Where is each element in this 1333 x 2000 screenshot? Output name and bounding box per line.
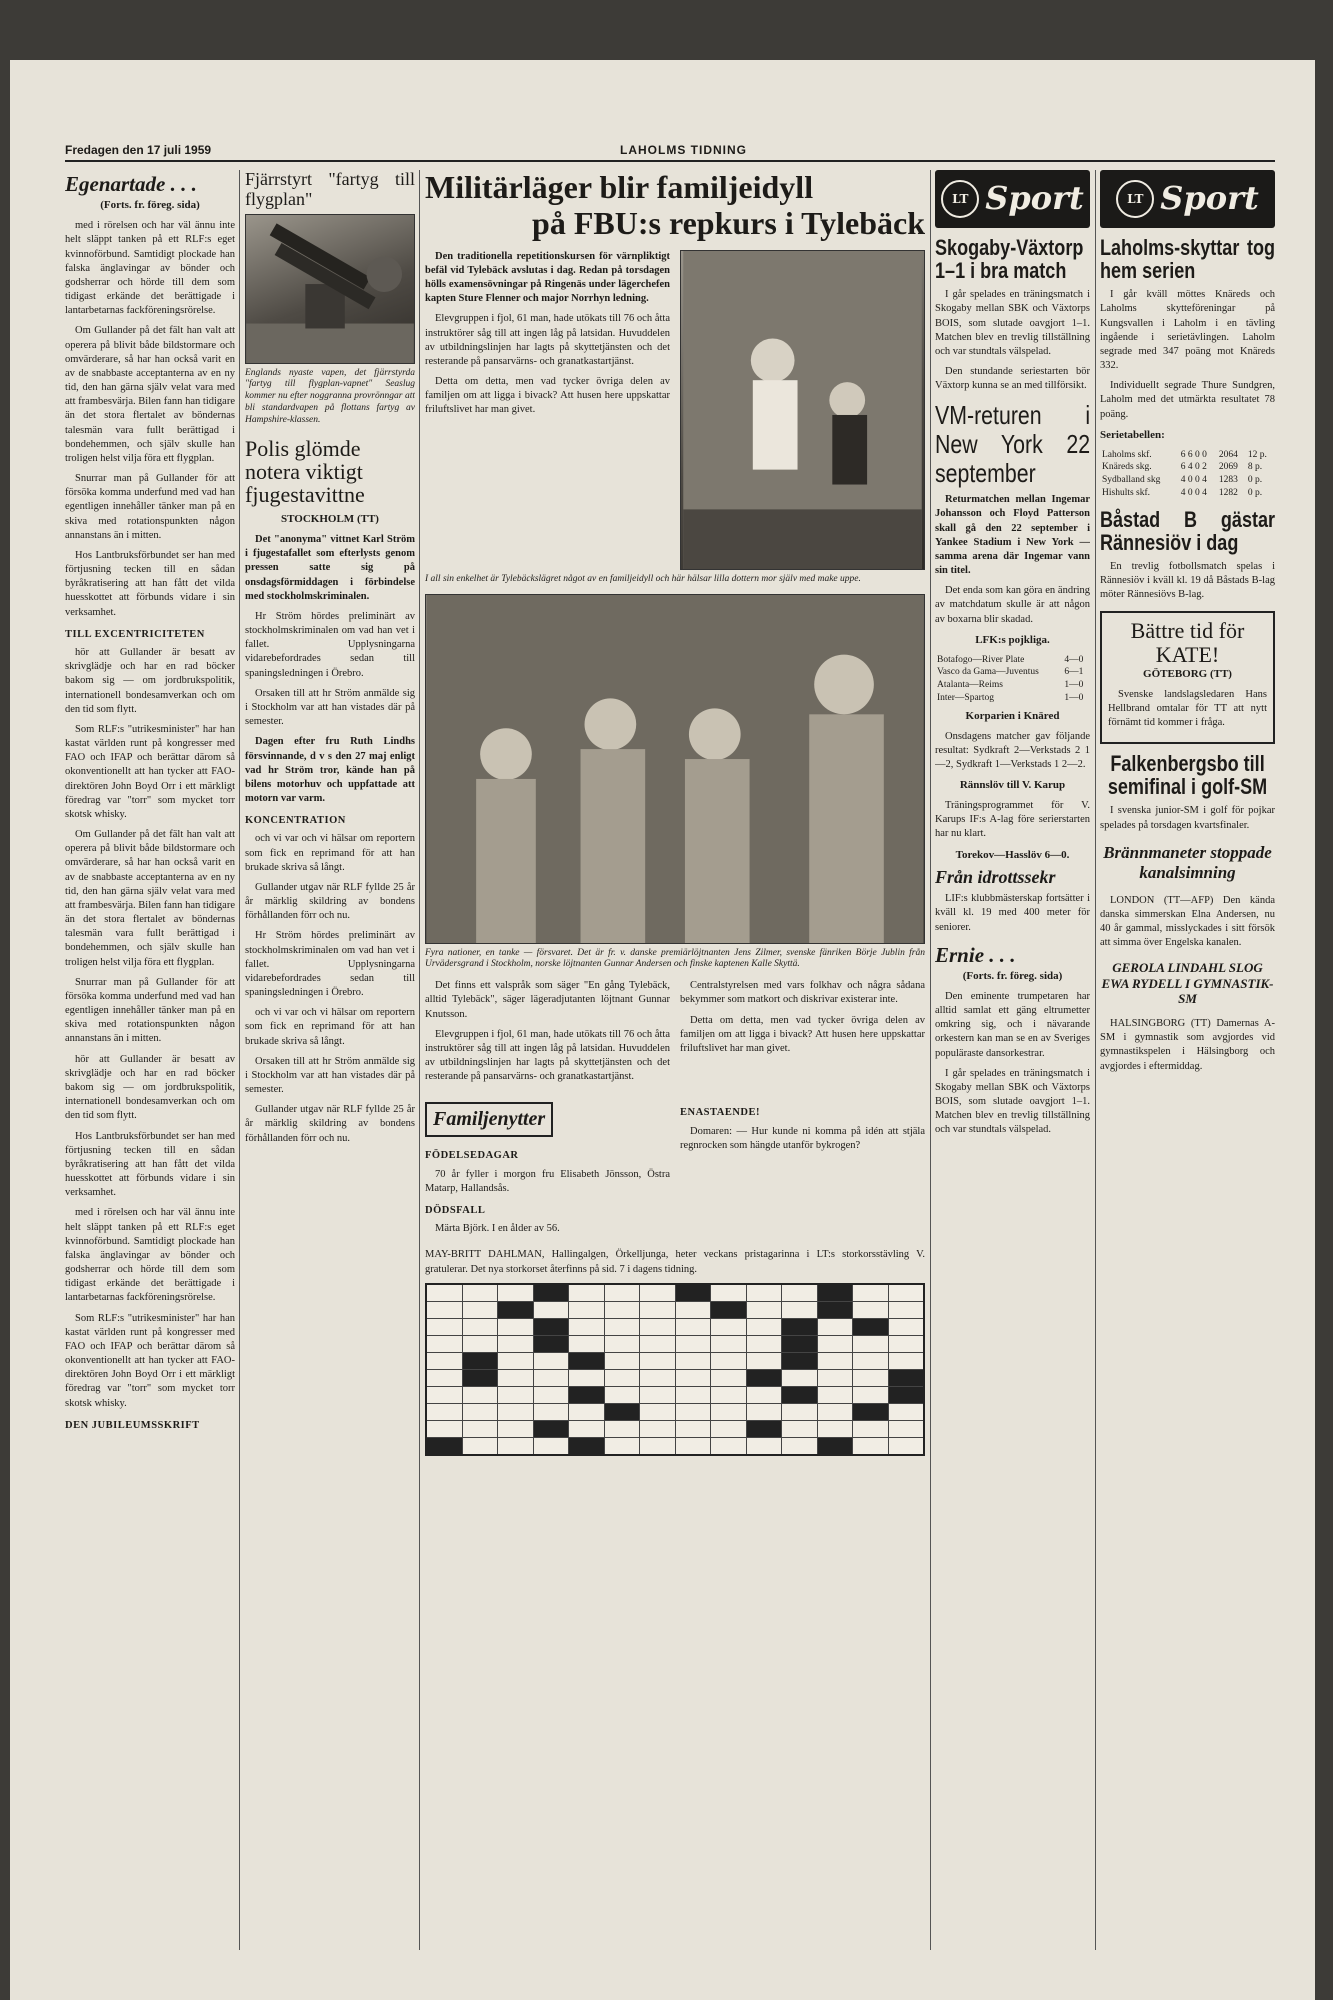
- record: 4 0 0 4: [1180, 475, 1207, 486]
- sport-logo: [1100, 170, 1275, 228]
- crossword-cell: [747, 1370, 782, 1386]
- crossword-cell: [747, 1285, 782, 1301]
- table-row: [935, 654, 1090, 667]
- paragraph: Snurrar man på Gullander för att försöka komma underfund med vad han egentligen innehåller tänker man på en skiva med rotationspunkten någon annanstans än i mitten.: [65, 976, 235, 1045]
- paragraph: Gullander utgav när RLF fyllde 25 år år märklig skildring av bondens förhållanden förr och nu.: [245, 1104, 415, 1144]
- crossword-cell: [782, 1285, 817, 1301]
- crossword-cell: [534, 1336, 569, 1352]
- crossword-cell: [498, 1370, 533, 1386]
- crossword-cell: [569, 1336, 604, 1352]
- headline-falkenbergsbo: Falkenbergsbo till semifinal i golf-SM: [1107, 751, 1268, 800]
- main-headline-line2: på FBU:s repkurs i Tylebäck: [532, 204, 925, 241]
- crossword-cell: [463, 1319, 498, 1335]
- paragraph: Hos Lantbruksförbundet ser han med förtjusning tecken till en sådan byråkratisering att han fått det vilda huesskottet att förbunds vidare i sin verksamhet.: [65, 1130, 235, 1199]
- crossword-cell: [463, 1438, 498, 1454]
- crossword-cell: [889, 1370, 924, 1386]
- lt-badge-icon: LT: [941, 180, 979, 218]
- headline-ernie: Ernie . . .: [935, 942, 1016, 967]
- crossword-cell: [818, 1404, 853, 1420]
- paragraph: Gullander utgav när RLF fyllde 25 år år märklig skildring av bondens förhållanden förr och nu.: [245, 881, 415, 922]
- score: 1—0: [1064, 680, 1084, 691]
- crossword-cell: [711, 1421, 746, 1437]
- crossword-cell: [676, 1302, 711, 1318]
- crossword-cell: [747, 1353, 782, 1369]
- record: 6 4 0 2: [1180, 462, 1207, 473]
- crossword-cell: [498, 1387, 533, 1403]
- main-headline: [425, 170, 925, 242]
- headline-gerola: GEROLA LINDAHL SLOG EWA RYDELL I GYMNASTIK-SM: [1101, 960, 1274, 1007]
- crossword-cell: [711, 1370, 746, 1386]
- paragraph: 70 år fyller i morgon fru Elisabeth Jönsson, Östra Matarp, Hallandsås.: [425, 1168, 670, 1194]
- crossword-cell: [676, 1438, 711, 1454]
- crossword-cell: [498, 1438, 533, 1454]
- lede: Returmatchen mellan Ingemar Johansson och Floyd Patterson skall gå den 22 september i Yankee Stadium i New York — samma arena där Ingemar vann sin titel.: [935, 494, 1090, 577]
- crossword-cell: [889, 1302, 924, 1318]
- family-camp-photo: [680, 250, 925, 570]
- crossword-cell: [889, 1404, 924, 1420]
- points-total: 2069: [1218, 462, 1238, 473]
- record: 4 0 0 4: [1180, 488, 1207, 499]
- crossword-cell: [711, 1302, 746, 1318]
- crossword-cell: [853, 1438, 888, 1454]
- crossword-cell: [605, 1438, 640, 1454]
- sport-logo-text: Sport: [1160, 179, 1259, 218]
- column-rule: [419, 170, 420, 1950]
- subheading: LFK:s pojkliga.: [975, 633, 1050, 646]
- team: Hishults skf.: [1102, 488, 1151, 499]
- paragraph: Individuellt segrade Thure Sundgren, Laholm med det utmärkta resultatet 78 poäng.: [1100, 380, 1275, 420]
- crossword-cell: [853, 1336, 888, 1352]
- lower-col: [425, 979, 670, 1090]
- results-table: [935, 654, 1090, 705]
- crossword-cell: [534, 1285, 569, 1301]
- crossword-cell: [427, 1438, 462, 1454]
- crossword-cell: [818, 1319, 853, 1335]
- crossword-cell: [427, 1285, 462, 1301]
- crossword-cell: [818, 1336, 853, 1352]
- familj-section: [425, 1098, 925, 1242]
- lower-col: [680, 979, 925, 1090]
- crossword-cell: [782, 1404, 817, 1420]
- crossword-cell: [463, 1421, 498, 1437]
- points-total: 1283: [1218, 475, 1238, 486]
- crossword-cell: [569, 1421, 604, 1437]
- paragraph: HALSINGBORG (TT) Damernas A-SM i gymnastik som avgjordes vid gymnastikspelen i Hälsingborg och avgjordes i eftermiddag.: [1100, 1018, 1275, 1072]
- crossword-cell: [711, 1404, 746, 1420]
- crossword-cell: [853, 1285, 888, 1301]
- crossword-cell: [782, 1319, 817, 1335]
- crossword-cell: [463, 1336, 498, 1352]
- paragraph: Detta om detta, men vad tycker övriga delen av familjen om att ligga i bivack? Att husen here uppskattar friluftslivet har man givet.: [425, 376, 670, 416]
- paragraph: Domaren: — Hur kunde ni komma på idén att stjäla regnrocken som hängde utanför bykrogen?: [680, 1125, 925, 1151]
- crossword-cell: [534, 1421, 569, 1437]
- article-continued: (Forts. fr. föreg. sida): [100, 199, 200, 212]
- subheading: ENASTAENDE!: [680, 1107, 760, 1119]
- table-row: [935, 666, 1090, 679]
- headline-vm-returen: VM-returen i New York 22 september: [935, 400, 1090, 488]
- familjenytt-logo: Familjenytter: [425, 1102, 553, 1137]
- crossword-cell: [569, 1387, 604, 1403]
- paragraph: Om Gullander på det fält han valt att operera på blivit både bildstormare och omvärderare, så har han också varit en av de snabbaste acceptanterna av en ny tid, den han gärna själv velat vara med att frambesvärja. Bilen fann han tidigare än det stora flertalet av böndernas talesmän vara fullt berättigad i bondehemmen, och själv skulle han troligen helst vilja föra ett flygplan.: [65, 325, 235, 464]
- crossword-cell: [569, 1302, 604, 1318]
- main-headline-line1: Militärläger blir familjeidyll: [425, 170, 814, 205]
- points: 0 p.: [1247, 488, 1263, 499]
- crossword-cell: [711, 1336, 746, 1352]
- lede: Dagen efter fru Ruth Lindhs försvinnande, d v s den 27 maj enligt vad hr Ström tror, kände han på bilens motorhuv och uppfattade att motorn var varm.: [245, 736, 415, 805]
- photo-caption: I all sin enkelhet är Tylebäckslägret något av en familjeidyll och här hälsar lilla dottern mor själv med make uppe.: [425, 573, 861, 584]
- points-total: 1282: [1218, 488, 1238, 499]
- crossword-cell: [427, 1319, 462, 1335]
- team: Sydballand skg: [1102, 475, 1161, 486]
- paragraph: I går kväll möttes Knäreds och Laholms skytteföreningar på Kungsvallen i Laholm i en tävling ingående i serietävlingen. Laholm segrade med 347 poäng mot Knäreds 332.: [1100, 289, 1275, 372]
- tylebeck-text: [425, 250, 670, 570]
- record: 6 6 0 0: [1180, 449, 1207, 460]
- crossword-cell: [818, 1370, 853, 1386]
- headline-fjarrstyrt: Fjärrstyrt "fartyg till flygplan": [245, 170, 415, 209]
- crossword-cell: [676, 1404, 711, 1420]
- lede: Det "anonyma" vittnet Karl Ström i fjugestafallet som efterlysts genom pressen satte sig på onsdagsförmiddagen i förbindelse med stockholmskriminalen.: [245, 534, 415, 602]
- crossword-cell: [534, 1353, 569, 1369]
- soldiers-icon: [426, 595, 924, 943]
- crossword-cell: [427, 1302, 462, 1318]
- headline-bastad: Båstad B gästar Rännesiöv i dag: [1100, 506, 1275, 555]
- crossword-cell: [676, 1319, 711, 1335]
- crossword-cell: [676, 1370, 711, 1386]
- crossword-cell: [605, 1336, 640, 1352]
- crossword-cell: [676, 1353, 711, 1369]
- crossword-cell: [889, 1285, 924, 1301]
- paragraph: I går spelades en träningsmatch i Skogaby mellan SBK och Växtorps BOIS, som slutade oavgjort 1–1. Matchen blev en trevlig tillställning och var stundtals välspelad.: [935, 289, 1090, 357]
- column-sport-left: [935, 170, 1090, 1970]
- points: 0 p.: [1247, 475, 1263, 486]
- match: Inter—Spartog: [937, 693, 994, 703]
- dateline: STOCKHOLM (TT): [281, 513, 379, 526]
- paragraph: Hr Ström hördes preliminärt av stockholmskriminalen om vad han vet i fallet. Upplysningarna vidarebefordrades sedan till spaningsledningen i Örebro.: [245, 610, 415, 679]
- crossword-cell: [427, 1336, 462, 1352]
- subheading: Serietabellen:: [1100, 428, 1165, 441]
- paragraph: Träningsprogrammet för V. Karups IF:s A-lag före serierstarten har nu klart.: [935, 800, 1090, 840]
- newspaper-page: [10, 60, 1315, 2000]
- headline-laholms: Laholms-skyttar tog hem serien: [1100, 235, 1275, 284]
- paragraph: Om Gullander på det fält han valt att operera på blivit både bildstormare och omvärderare, så har han också varit en av de snabbaste acceptanterna av en ny tid, den han gärna själv velat vara med att frambesvärja. Bilen fann han tidigare än det stora flertalet av böndernas talesmän vara fullt berättigad i bondehemmen, och själv skulle han troligen helst vilja föra ett flygplan.: [65, 829, 235, 968]
- crossword-cell: [711, 1285, 746, 1301]
- paragraph: Som RLF:s "utrikesminister" har han kastat världen runt på kongresser med FAO och IFAP och berättar därom så okonventionellt att han tycker att FAO-direktören John Boyd Orr i ett märkligt föredrag var "torr" som mycket torr skotsk whisky.: [65, 723, 235, 820]
- footer-subheading: DEN JUBILEUMSSKRIFT: [65, 1419, 200, 1431]
- crossword-cell: [569, 1438, 604, 1454]
- paragraph: Elevgruppen i fjol, 61 man, hade utökats till 76 och åtta instruktörer såg till att ingen låg på latsidan. Huvuddelen av utbildningslinjen har lagts på skyttetjänsten och det resterande på pansarvärns- och granatkastartjänst.: [425, 313, 670, 367]
- crossword-cell: [534, 1302, 569, 1318]
- table-row: [1100, 487, 1275, 500]
- photo-caption: Englands nyaste vapen, det fjärrstyrda "fartyg till flygplan-vapnet" Seaslug kommer nu efter noggranna provrönngar att bli standardvapen på flottans fartyg av Hampshire-klassen.: [245, 367, 415, 426]
- paragraph: Onsdagens matcher gav följande resultat: Sydkraft 2—Verkstads 2 1—2, Sydkraft 1—Verkstads 1 2—2.: [935, 730, 1090, 770]
- crossword-cell: [427, 1370, 462, 1386]
- lower-tylebeck: [425, 979, 925, 1090]
- crossword-cell: [640, 1370, 675, 1386]
- crossword-cell: [747, 1404, 782, 1420]
- crossword-cell: [747, 1302, 782, 1318]
- crossword-cell: [853, 1421, 888, 1437]
- crossword-cell: [569, 1353, 604, 1369]
- paragraph: I går spelades en träningsmatch i Skogaby mellan SBK och Växtorps BOIS, som slutade oavgjort 1–1. Matchen blev en trevlig tillställning och var stundtals välspelad.: [935, 1067, 1090, 1136]
- score: 4—0: [1064, 654, 1084, 665]
- page-header: [65, 140, 1275, 162]
- crossword-cell: [782, 1370, 817, 1386]
- column-egenartade: [65, 170, 235, 1970]
- crossword-cell: [498, 1336, 533, 1352]
- team: Laholms skf.: [1102, 449, 1152, 460]
- match: Botafogo—River Plate: [937, 654, 1025, 665]
- paragraph: Märta Björk. I en ålder av 56.: [435, 1223, 560, 1235]
- paragraph: hör att Gullander är besatt av skrivglädje och har en rad böcker bakom sig — om jordbrukspolitik, internationell bondesamverkan och om den tid som flytt.: [65, 647, 235, 715]
- subheading: Torekov—Hasslöv 6—0.: [955, 848, 1070, 861]
- crossword-cell: [889, 1387, 924, 1403]
- crossword-cell: [640, 1353, 675, 1369]
- paragraph: Elevgruppen i fjol, 61 man, hade utökats till 76 och åtta instruktörer såg till att ingen låg på latsidan. Huvuddelen av utbildningslinjen har lagts på skyttetjänsten och det resterande på pansarvärns- och granatkastartjänst.: [425, 1028, 670, 1083]
- crossword-cell: [534, 1438, 569, 1454]
- crossword-cell: [427, 1387, 462, 1403]
- crossword-cell: [747, 1336, 782, 1352]
- crossword-cell: [711, 1353, 746, 1369]
- dateline: GÖTEBORG (TT): [1143, 667, 1232, 680]
- crossword-cell: [711, 1319, 746, 1335]
- column-sport-right: [1100, 170, 1275, 1970]
- lede: Den traditionella repetitionskursen för värnpliktigt befäl vid Tylebäck avslutas i dag. Redan på torsdagen hölls examensövningar på Ringenäs under lägerchefen kapten Sture Flenner och major Norrhyn ledning.: [425, 250, 670, 305]
- subheading: Korparien i Knäred: [965, 709, 1060, 722]
- paragraph: Som RLF:s "utrikesminister" har han kastat världen runt på kongresser med FAO och IFAP och berättar därom så okonventionellt att han tycker att FAO-direktören John Boyd Orr i ett märkligt föredrag var "torr" som mycket torr skotsk whisky.: [65, 1312, 235, 1409]
- crossword-cell: [463, 1387, 498, 1403]
- score: 6—1: [1064, 667, 1084, 678]
- paragraph: Svenske landslagsledaren Hans Hellbrand omtalar för TT att nytt förnämt tid kommer i fråga.: [1108, 688, 1267, 729]
- crossword-cell: [853, 1404, 888, 1420]
- crossword-cell: [853, 1319, 888, 1335]
- crossword-cell: [853, 1302, 888, 1318]
- crossword-cell: [605, 1387, 640, 1403]
- crossword-cell: [498, 1353, 533, 1369]
- crossword-cell: [818, 1285, 853, 1301]
- paragraph: och vi var och vi hälsar om reportern som fick en reprimand för att han brukade skriva så långt.: [245, 1007, 415, 1047]
- crossword-cell: [889, 1353, 924, 1369]
- paragraph: En trevlig fotbollsmatch spelas i Rännesiöv i kväll kl. 19 då Båstads B-lag möter Rännesiövs B-lag.: [1100, 561, 1275, 601]
- paragraph: Orsaken till att hr Ström anmälde sig i Stockholm var att han vistades där på semester.: [245, 687, 415, 728]
- crossword-cell: [605, 1370, 640, 1386]
- column-rule: [930, 170, 931, 1950]
- crossword-cell: [676, 1421, 711, 1437]
- crossword-cell: [569, 1285, 604, 1301]
- crossword-cell: [463, 1285, 498, 1301]
- crossword-cell: [782, 1353, 817, 1369]
- column-tylebeck: [425, 170, 925, 1970]
- subheading: DÖDSFALL: [425, 1205, 486, 1216]
- crossword-cell: [640, 1421, 675, 1437]
- paragraph: LONDON (TT—AFP) Den kända danska simmerskan Elna Andersen, nu 40 år gammal, misslyckades i sitt försök att simma över Engelska kanalen.: [1100, 894, 1275, 949]
- crossword-cell: [818, 1353, 853, 1369]
- crossword-cell: [498, 1404, 533, 1420]
- standings-table: [1100, 449, 1275, 500]
- subheading: FÖDELSEDAGAR: [425, 1150, 519, 1162]
- article-title: Egenartade . . .: [65, 172, 197, 196]
- paragraph: med i rörelsen och har väl ännu inte helt släppt tanken på ett RLF:s eget kvinnoförbund. Samtidigt plockade han falska änglavingar av bönder och godsherrar och hörde till dem som tidigast erkände det berättigade i lantarbetarnas fackföreningsrörelse.: [65, 1207, 235, 1304]
- crossword-cell: [498, 1302, 533, 1318]
- crossword-cell: [711, 1387, 746, 1403]
- table-row: [935, 692, 1090, 705]
- crossword-cell: [640, 1404, 675, 1420]
- crossword-cell: [534, 1319, 569, 1335]
- crossword-cell: [534, 1404, 569, 1420]
- match: Atalanta—Reims: [937, 680, 1003, 691]
- crossword-cell: [427, 1421, 462, 1437]
- crossword-cell: [605, 1285, 640, 1301]
- paragraph: hör att Gullander är besatt av skrivglädje och har en rad böcker bakom sig — om jordbrukspolitik, internationell bondesamverkan och om den tid som flytt.: [65, 1053, 235, 1122]
- points: 8 p.: [1247, 462, 1263, 473]
- points-total: 2064: [1218, 449, 1238, 460]
- kate-box: [1100, 611, 1275, 745]
- crossword-cell: [782, 1387, 817, 1403]
- crossword-cell: [889, 1438, 924, 1454]
- paragraph: Den stundande seriestarten bör Växtorp kunna se an med tillförsikt.: [935, 366, 1090, 392]
- crossword-cell: [640, 1319, 675, 1335]
- crossword-cell: [640, 1336, 675, 1352]
- score: 1—0: [1064, 693, 1084, 703]
- crossword-cell: [818, 1387, 853, 1403]
- crossword-cell: [534, 1387, 569, 1403]
- crossword-cell: [463, 1404, 498, 1420]
- article-continued: (Forts. fr. föreg. sida): [962, 970, 1063, 983]
- paragraph: Hos Lantbruksförbundet ser han med förtjusning tecken till en sådan byråkratisering att han fått det vilda huesskottet att förbunds vidare i sin verksamhet.: [65, 549, 235, 618]
- crossword-cell: [605, 1404, 640, 1420]
- crossword-cell: [605, 1302, 640, 1318]
- crossword-cell: [463, 1353, 498, 1369]
- crossword-cell: [711, 1438, 746, 1454]
- kate-headline: Bättre tid för KATE!: [1130, 617, 1245, 667]
- crossword-cell: [853, 1370, 888, 1386]
- crossword-cell: [463, 1370, 498, 1386]
- crossword-cell: [534, 1370, 569, 1386]
- headline-polis: Polis glömde notera viktigt fjugestavittne: [245, 435, 365, 508]
- subheading: KONCENTRATION: [245, 815, 346, 827]
- match: Vasco da Gama—Juventus: [937, 667, 1039, 678]
- crossword-cell: [782, 1438, 817, 1454]
- tylebeck-photo-block: [680, 250, 925, 570]
- table-row: [1100, 474, 1275, 487]
- enastaende-col: [680, 1098, 925, 1242]
- four-nations-photo: [425, 594, 925, 944]
- subheading: Rännslöv till V. Karup: [959, 779, 1066, 792]
- crossword-cell: [676, 1285, 711, 1301]
- paragraph: LIF:s klubbmästerskap fortsätter i kväll kl. 19 med 400 meter för seniorer.: [935, 893, 1090, 933]
- crossword-cell: [818, 1438, 853, 1454]
- paragraph: Det enda som kan göra en ändring av matchdatum skulle är att någon av boxarna blir skadad.: [935, 585, 1090, 625]
- table-row: [935, 679, 1090, 692]
- paragraph: Den eminente trumpetaren har alltid samlat ett gäng eltrumetter omkring sig, och i nävarande orkestern kan man se en av Sveriges populäraste dansorkestrar.: [935, 990, 1090, 1059]
- paragraph: Hr Ström hördes preliminärt av stockholmskriminalen om vad han vet i fallet. Upplysningarna vidarebefordrades sedan till spaningsledningen i Örebro.: [245, 930, 415, 999]
- crossword-cell: [569, 1319, 604, 1335]
- crossword-cell: [605, 1353, 640, 1369]
- crossword-cell: [747, 1438, 782, 1454]
- team: Knäreds skg.: [1102, 462, 1152, 473]
- missile-photo: [245, 214, 415, 364]
- sport-logo-text: Sport: [985, 179, 1084, 218]
- crossword-cell: [498, 1319, 533, 1335]
- paragraph: Snurrar man på Gullander för att försöka komma underfund med vad han egentligen innehåller tänker man på en skiva med rotationspunkten någon annanstans än i mitten.: [65, 473, 235, 541]
- crossword-cell: [427, 1353, 462, 1369]
- crossword-winner: MAY-BRITT DAHLMAN, Hallingalgen, Örkelljunga, heter veckans pristagarinna i LT:s storkorsstävling V. gratulerar. Det nya storkorset återfinns på sid. 7 i dagens tidning.: [425, 1249, 925, 1275]
- crossword-cell: [747, 1387, 782, 1403]
- crossword-cell: [605, 1421, 640, 1437]
- crossword-cell: [676, 1336, 711, 1352]
- crossword-cell: [427, 1404, 462, 1420]
- paragraph: Det finns ett valspråk som säger "En gång Tylebäck, alltid Tylebäck", säger lägeradjutanten löjtnant Gunnar Knutsson.: [425, 980, 670, 1020]
- paragraph: och vi var och vi hälsar om reportern som fick en reprimand för att han brukade skriva så långt.: [245, 833, 415, 873]
- crossword-cell: [889, 1421, 924, 1437]
- crossword-cell: [782, 1302, 817, 1318]
- crossword-cell: [498, 1285, 533, 1301]
- crossword-cell: [640, 1302, 675, 1318]
- subheading: TILL EXCENTRICITETEN: [65, 628, 205, 640]
- crossword-cell: [463, 1302, 498, 1318]
- paragraph: med i rörelsen och har väl ännu inte helt släppt tanken på ett RLF:s eget kvinnoförbund. Samtidigt plockade han falska änglavingar av bönder och godsherrar och hörde till dem som tidigast erkände det berättigade i lantarbetarnas fackföreningsrörelse.: [65, 220, 235, 317]
- crossword-cell: [605, 1319, 640, 1335]
- crossword-cell: [782, 1421, 817, 1437]
- paragraph: Orsaken till att hr Ström anmälde sig i Stockholm var att han vistades där på semester.: [245, 1055, 415, 1096]
- crossword-cell: [640, 1285, 675, 1301]
- column-seaslug-polis: [245, 170, 415, 1970]
- crossword-cell: [818, 1421, 853, 1437]
- paragraph: Detta om detta, men vad tycker övriga delen av familjen om att ligga i bivack? Att husen here uppskattar friluftslivet har man givet.: [680, 1014, 925, 1054]
- table-row: [1100, 449, 1275, 462]
- crossword-cell: [676, 1387, 711, 1403]
- crossword-cell: [640, 1438, 675, 1454]
- crossword-cell: [569, 1370, 604, 1386]
- issue-date: Fredagen den 17 juli 1959: [65, 143, 212, 157]
- headline-idrottssekr: Från idrottssekr: [935, 867, 1056, 888]
- crossword-cell: [640, 1387, 675, 1403]
- newspaper-name: LAHOLMS TIDNING: [620, 143, 747, 157]
- crossword-grid: [425, 1283, 925, 1456]
- familj-col: [425, 1098, 670, 1242]
- crossword-cell: [889, 1336, 924, 1352]
- tylebeck-body: [425, 250, 925, 570]
- lt-badge-icon: LT: [1116, 180, 1154, 218]
- headline-brannmaneter: Brännmaneter stoppade kanalsimning: [1103, 842, 1272, 883]
- family-figures-icon: [681, 251, 924, 569]
- crossword-cell: [747, 1319, 782, 1335]
- table-row: [1100, 461, 1275, 474]
- crossword-cell: [498, 1421, 533, 1437]
- crossword-cell: [853, 1387, 888, 1403]
- headline-skogaby: Skogaby-Växtorp 1–1 i bra match: [935, 235, 1084, 284]
- column-rule: [1095, 170, 1096, 1950]
- missile-launcher-icon: [246, 215, 414, 363]
- photo-caption: Fyra nationer, en tanke — försvaret. Det är fr. v. danske premiärlöjtnanten Jens Zilmer, svenske fänriken Börje Jublin från Urvädersgrand i Stockholm, norske löjtnanten Gunnar Andersen och finske kaptenen Kalle Skyttä.: [425, 947, 925, 970]
- crossword-cell: [782, 1336, 817, 1352]
- paragraph: I svenska junior-SM i golf för pojkar spelades på torsdagen kvartsfinaler.: [1100, 805, 1275, 831]
- sport-logo: [935, 170, 1090, 228]
- column-rule: [239, 170, 240, 1950]
- crossword-cell: [747, 1421, 782, 1437]
- points: 12 p.: [1247, 449, 1267, 460]
- crossword-cell: [853, 1353, 888, 1369]
- crossword-cell: [818, 1302, 853, 1318]
- crossword-cell: [569, 1404, 604, 1420]
- paragraph: Centralstyrelsen med vars folkhav och några sådana bekymmer som matkort och diskrivar existerar inte.: [680, 980, 925, 1006]
- crossword-cell: [889, 1319, 924, 1335]
